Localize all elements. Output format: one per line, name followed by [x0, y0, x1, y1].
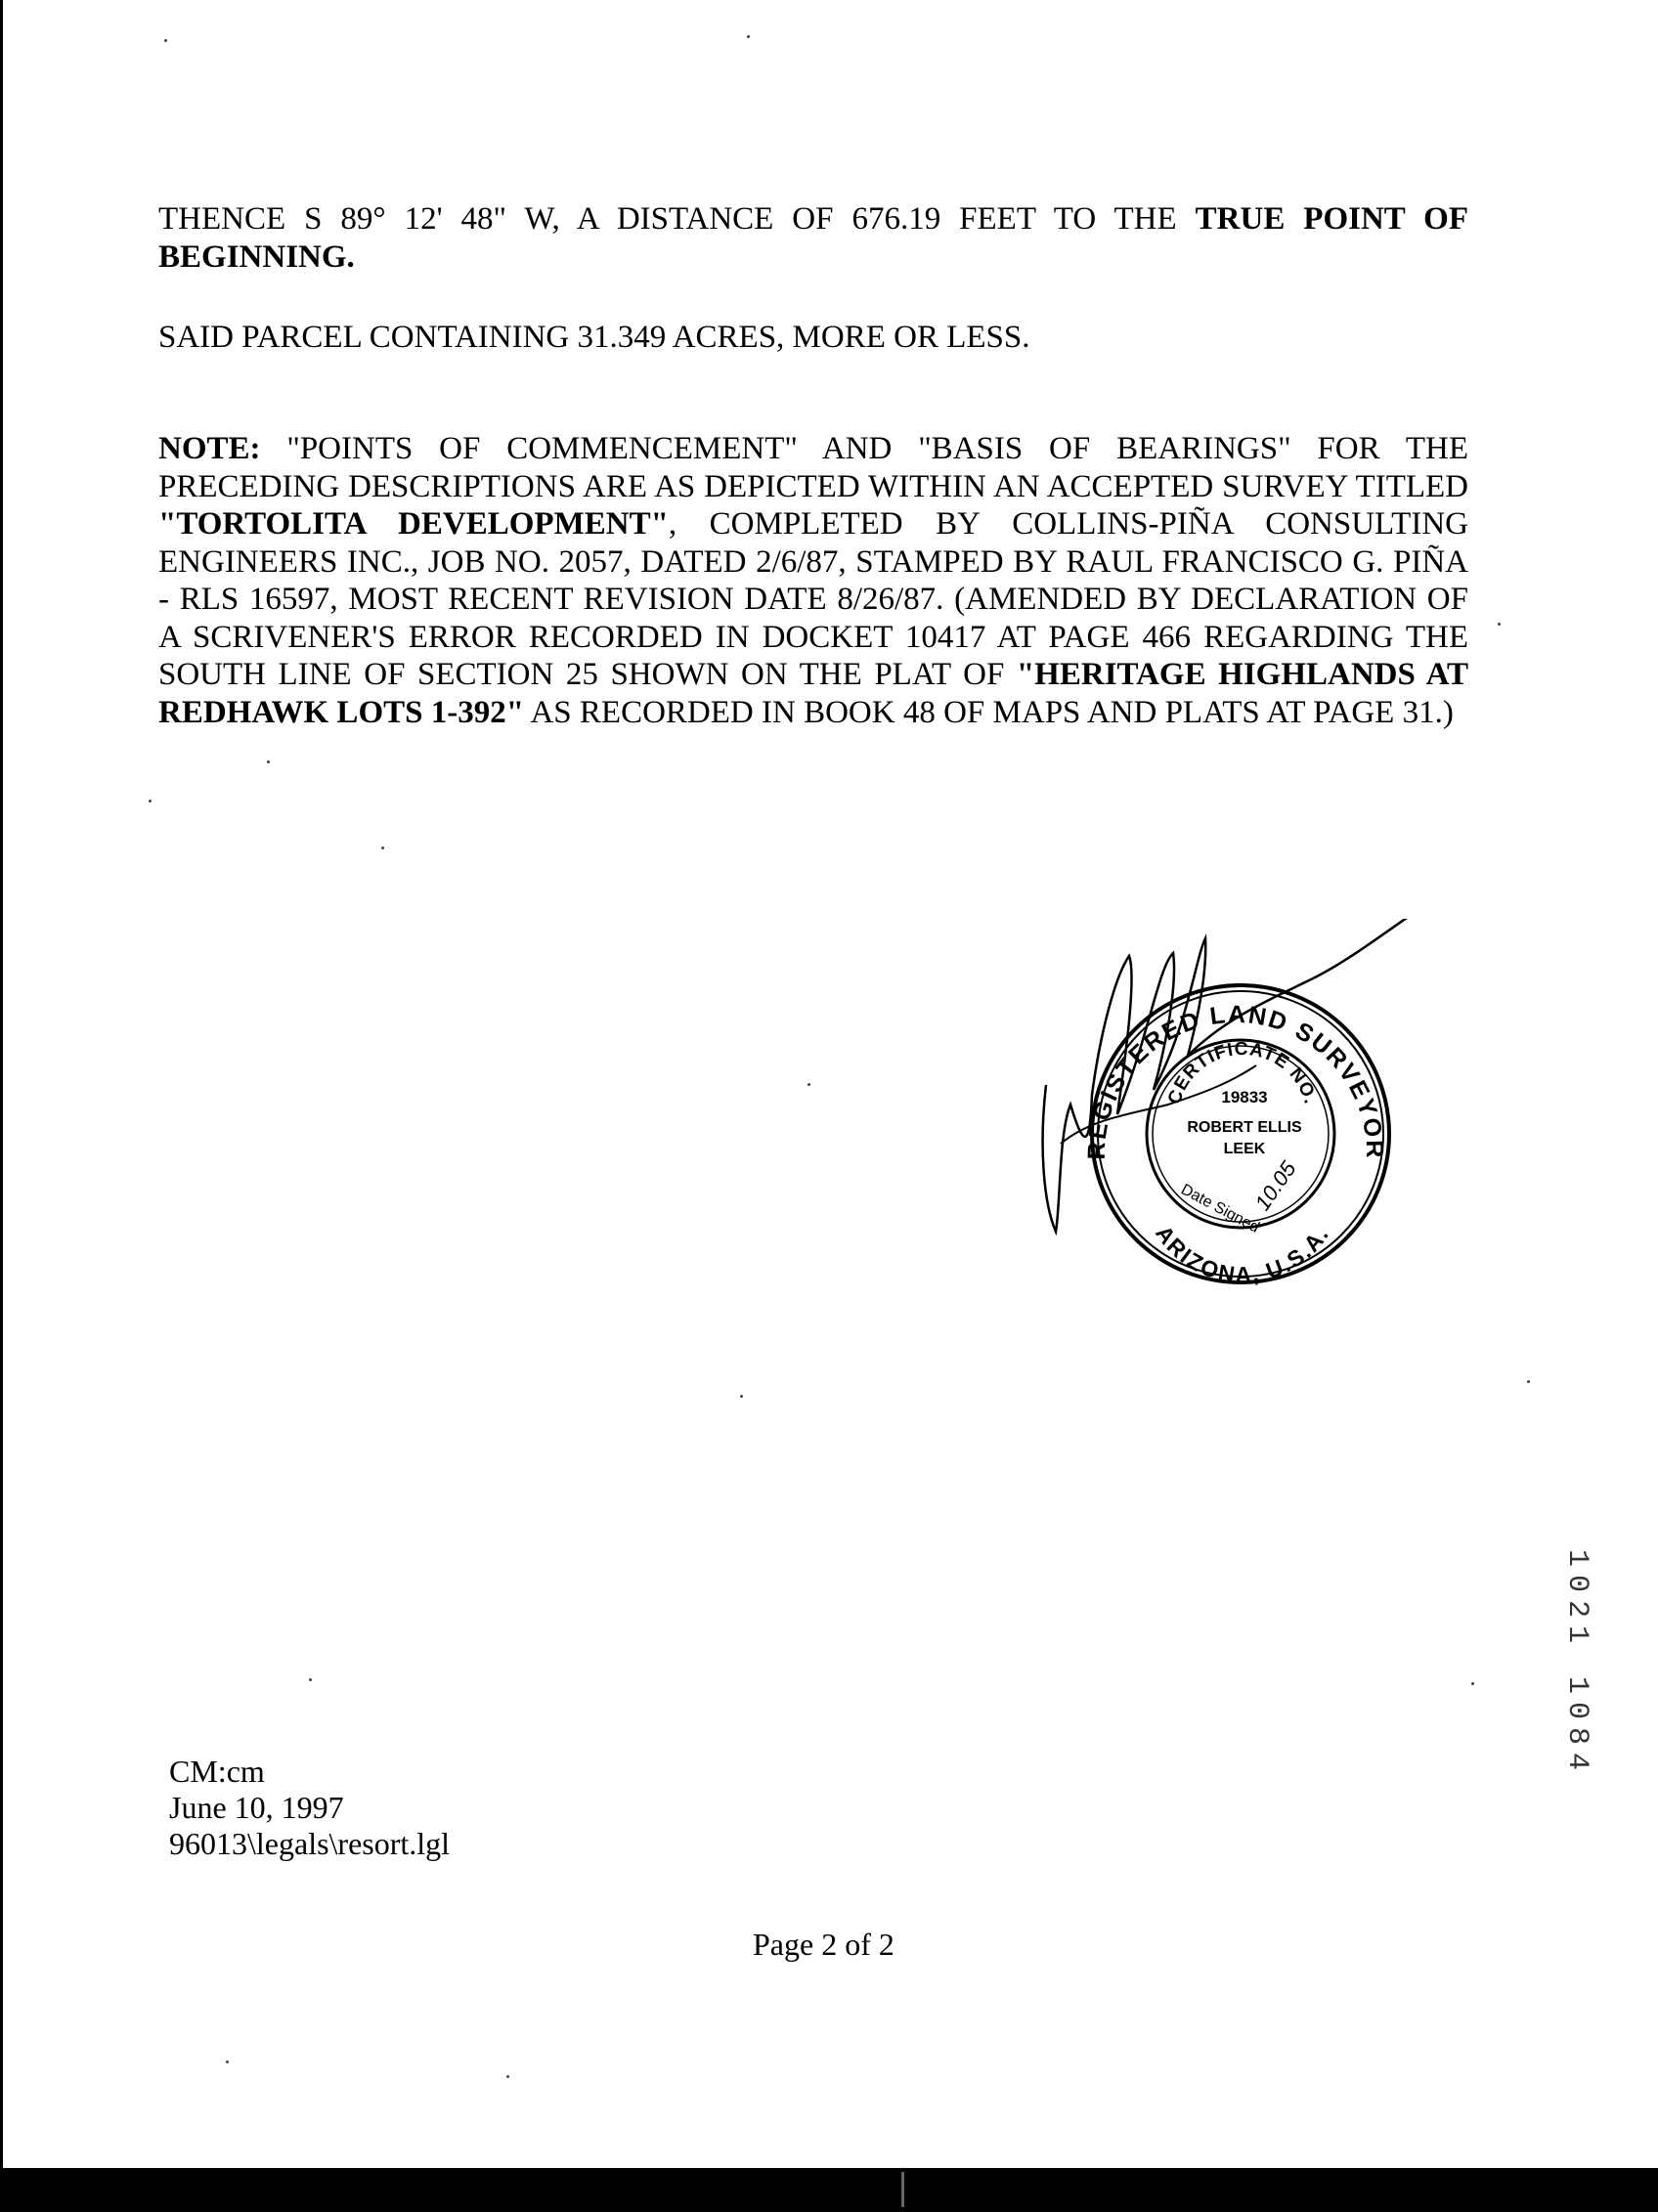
note-paragraph [158, 430, 1468, 731]
seal-date-signed-value: 10.05 [1249, 1156, 1301, 1215]
survey-title: "TORTOLITA DEVELOPMENT" [158, 506, 669, 542]
seal-outer-text: REGISTERED LAND SURVEYOR [1082, 1000, 1389, 1160]
seal-certificate-number: 19833 [1221, 1088, 1268, 1106]
scan-speck [267, 760, 270, 763]
footer-date: June 10, 1997 [169, 1790, 344, 1825]
thence-text: THENCE S 89° 12' 48" W, A DISTANCE OF 676.19 FEET TO THE [158, 201, 1196, 237]
scan-speck [1498, 623, 1501, 626]
side-code-text: 1021 1084 [1560, 1549, 1593, 1779]
scan-speck [381, 846, 384, 849]
surveyor-seal [1031, 919, 1422, 1310]
scan-speck [309, 1678, 312, 1681]
scan-speck [164, 39, 167, 42]
scan-speck [807, 1083, 810, 1086]
scan-notch [901, 2172, 904, 2207]
note-text-3: AS RECORDED IN BOOK 48 OF MAPS AND PLATS AT PAGE 31.) [524, 694, 1454, 730]
plat-title: "HERITAGE HIGHLANDS AT REDHAWK LOTS 1-392" [158, 657, 1468, 730]
footer-initials: CM:cm [169, 1754, 265, 1789]
scan-speck [149, 800, 152, 802]
scan-bottom-band [0, 2168, 1658, 2212]
scan-speck [1527, 1380, 1530, 1383]
scan-speck [1471, 1682, 1474, 1685]
seal-name-line-1: ROBERT ELLIS [1187, 1119, 1302, 1136]
seal-name-line-2: LEEK [1223, 1141, 1266, 1157]
scan-speck [506, 2075, 509, 2078]
thence-paragraph [158, 200, 1468, 276]
true-point-of-beginning: TRUE POINT OF BEGINNING. [158, 201, 1468, 275]
seal-certificate-label: CERTIFICATE NO. [1164, 1038, 1321, 1107]
scan-left-edge [0, 0, 3, 2212]
note-text-2: , COMPLETED BY COLLINS-PIÑA CONSULTING ENGINEERS INC., JOB NO. 2057, DATED 2/6/87, STAMPED BY RAUL FRANCISCO G. PIÑA - RLS 16597, MOST RECENT REVISION DATE 8/26/87. (AMENDED BY DECLARATION OF A SCRIVENER'S ERROR RECORDED IN DOCKET 10417 AT PAGE 466 REGARDING THE SOUTH LINE OF SECTION 25 SHOWN ON THE PLAT OF [158, 506, 1468, 692]
seal-date-signed-label: Date Signed [1178, 1181, 1262, 1236]
footer-file-path: 96013\legals\resort.lgl [169, 1826, 451, 1861]
seal-bottom-text: ARIZONA, U.S.A. [1151, 1220, 1334, 1288]
note-label: NOTE: [158, 431, 261, 466]
scan-speck [747, 35, 750, 38]
scan-speck [740, 1395, 743, 1398]
page-number: Page 2 of 2 [753, 1927, 894, 1962]
side-document-code [1543, 1549, 1593, 1882]
scan-speck [226, 2060, 229, 2063]
note-text-1: "POINTS OF COMMENCEMENT" AND "BASIS OF BEARINGS" FOR THE PRECEDING DESCRIPTIONS ARE AS DEPICTED WITHIN AN ACCEPTED SURVEY TITLED [158, 431, 1468, 504]
parcel-acreage-paragraph: SAID PARCEL CONTAINING 31.349 ACRES, MORE OR LESS. [158, 320, 1030, 355]
